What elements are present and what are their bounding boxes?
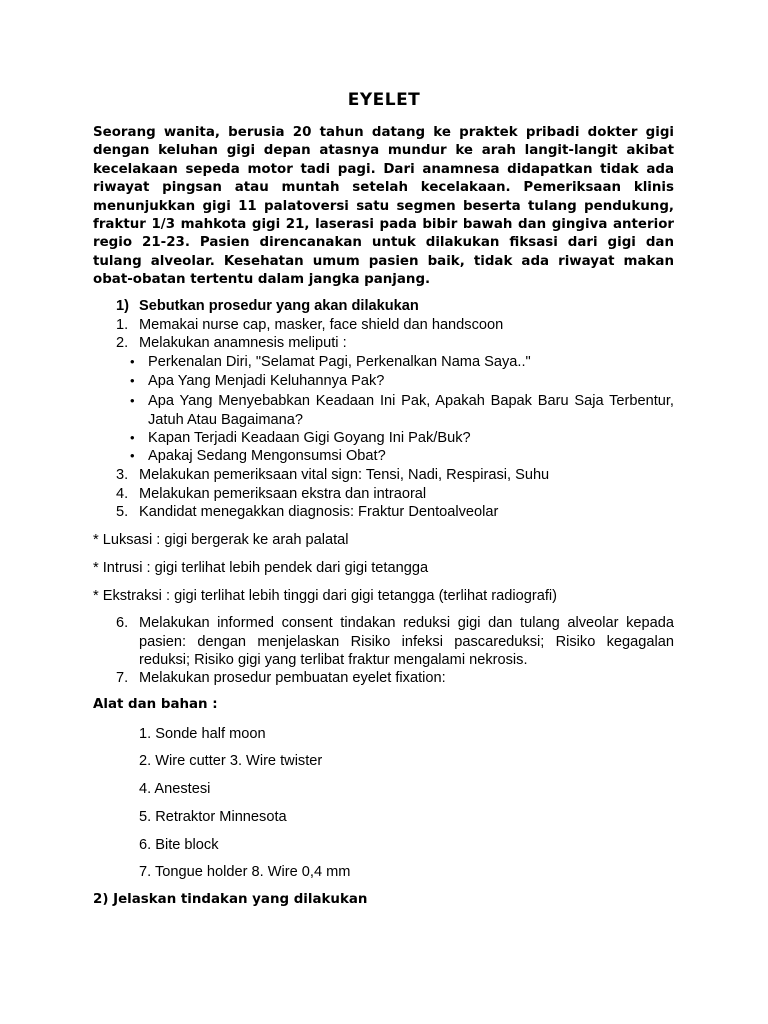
bullet-icon: •	[130, 354, 135, 369]
step-text: Melakukan informed consent tindakan reduksi gigi dan tulang alveolar kepada pasien: dengan menjelaskan Risiko infeksi pascareduksi; Risiko kegagalan reduksi; Risiko gigi yang terlibat fraktur mengalami nekrosis.	[139, 615, 674, 669]
bullet-text: Perkenalan Diri, "Selamat Pagi, Perkenalkan Nama Saya.."	[148, 354, 531, 370]
step-number: 4.	[116, 486, 129, 502]
tools-heading: Alat dan bahan :	[93, 697, 218, 712]
case-paragraph: Seorang wanita, berusia 20 tahun datang ke praktek pribadi dokter gigi dengan keluhan gigi depan atasnya mundur ke arah langit-langit akibat kecelakaan sepeda motor tadi pagi. Dari anamnesa didapatkan tidak ada riwayat pingsan atau muntah setelah kecelakaan. Pemeriksaan klinis menunjukkan gigi 11 palatoversi satu segmen beserta tulang pendukung, fraktur 1/3 mahkota gigi 21, laserasi pada bibir bawah dan gingiva anterior regio 21-23. Pasien direncanakan untuk dilakukan fiksasi dari gigi dan tulang alveolar. Kesehatan umum pasien baik, tidak ada riwayat makan obat-obatan tertentu dalam jangka panjang.	[93, 125, 674, 288]
step-number: 6.	[116, 615, 129, 631]
tool-item: 5. Retraktor Minnesota	[139, 809, 287, 825]
step-number: 7.	[116, 670, 129, 686]
step-item	[116, 503, 674, 522]
step-text: Melakukan prosedur pembuatan eyelet fixation:	[139, 670, 446, 686]
anamnesis-bullet	[130, 353, 674, 372]
step-text: Melakukan anamnesis meliputi :	[139, 335, 347, 351]
bullet-icon: •	[130, 448, 135, 463]
step-item	[116, 334, 674, 353]
tool-item: 7. Tongue holder 8. Wire 0,4 mm	[139, 864, 351, 880]
anamnesis-bullet	[130, 447, 674, 466]
bullet-icon: •	[130, 373, 135, 388]
tool-item: 6. Bite block	[139, 837, 219, 853]
step-text: Kandidat menegakkan diagnosis: Fraktur Dentoalveolar	[139, 504, 499, 520]
step-text: Melakukan pemeriksaan ekstra dan intraoral	[139, 486, 427, 502]
bullet-text: Apa Yang Menyebabkan Keadaan Ini Pak, Apakah Bapak Baru Saja Terbentur, Jatuh Atau Bagaimana?	[148, 393, 674, 428]
bullet-text: Kapan Terjadi Keadaan Gigi Goyang Ini Pak/Buk?	[148, 430, 471, 446]
diagnosis-note: * Ekstraksi : gigi terlihat lebih tinggi dari gigi tetangga (terlihat radiografi)	[93, 588, 557, 604]
step-item	[116, 669, 674, 688]
question-1-heading	[116, 297, 419, 316]
step-item	[116, 466, 674, 485]
diagnosis-note: * Luksasi : gigi bergerak ke arah palatal	[93, 532, 349, 548]
page-title: EYELET	[347, 90, 421, 110]
tool-item: 1. Sonde half moon	[139, 726, 266, 742]
anamnesis-bullet	[130, 392, 674, 429]
step-number: 1.	[116, 317, 129, 333]
tool-item: 2. Wire cutter 3. Wire twister	[139, 753, 323, 769]
bullet-text: Apakaj Sedang Mengonsumsi Obat?	[148, 448, 386, 464]
step-number: 3.	[116, 467, 129, 483]
bullet-text: Apa Yang Menjadi Keluhannya Pak?	[148, 373, 385, 389]
step-item	[116, 316, 674, 335]
tool-item: 4. Anestesi	[139, 781, 211, 797]
diagnosis-note: * Intrusi : gigi terlihat lebih pendek dari gigi tetangga	[93, 560, 429, 576]
step-item	[116, 485, 674, 504]
question-1-text: Sebutkan prosedur yang akan dilakukan	[139, 298, 419, 314]
step-text: Melakukan pemeriksaan vital sign: Tensi, Nadi, Respirasi, Suhu	[139, 467, 550, 483]
step-number: 5.	[116, 504, 129, 520]
anamnesis-bullet	[130, 429, 674, 448]
step-item	[116, 614, 674, 670]
step-number: 2.	[116, 335, 129, 351]
bullet-icon: •	[130, 393, 135, 408]
step-text: Memakai nurse cap, masker, face shield dan handscoon	[139, 317, 504, 333]
anamnesis-bullet	[130, 372, 674, 391]
question-2-heading: 2) Jelaskan tindakan yang dilakukan	[93, 892, 368, 907]
question-1-number: 1)	[116, 298, 129, 314]
bullet-icon: •	[130, 430, 135, 445]
